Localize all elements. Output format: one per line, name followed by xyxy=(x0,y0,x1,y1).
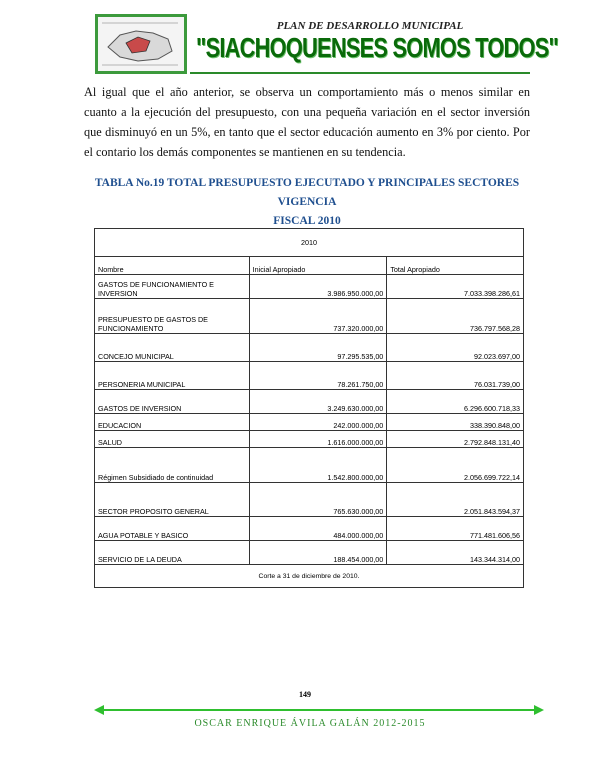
row-total: 771.481.606,56 xyxy=(387,517,524,541)
row-name: GASTOS DE FUNCIONAMIENTO E INVERSION xyxy=(95,275,250,299)
row-initial: 3.249.630.000,00 xyxy=(249,390,387,414)
row-total: 143.344.314,00 xyxy=(387,541,524,565)
row-total: 92.023.697,00 xyxy=(387,334,524,362)
table-footnote: Corte a 31 de diciembre de 2010. xyxy=(95,565,524,588)
table-title-line-1: TABLA No.19 TOTAL PRESUPUESTO EJECUTADO Y PRINCIPALES SECTORES VIGENCIA xyxy=(94,177,520,208)
row-initial: 78.261.750,00 xyxy=(249,362,387,390)
year-cell: 2010 xyxy=(95,229,524,257)
table-row xyxy=(95,448,524,483)
row-initial: 1.616.000.000,00 xyxy=(249,431,387,448)
intro-paragraph: Al igual que el año anterior, se observa un comportamiento más o menos similar en cuanto a la ejecución del presupuesto, con una pequeña variación en el sector inversión que disminuyó en un 5%, en tanto que el sector educación aumento en 3% por ciento. Por el contario los demás componentes se mantienen en su tendencia. xyxy=(84,85,530,159)
footer-author: OSCAR ENRIQUE ÁVILA GALÁN 2012-2015 xyxy=(194,718,426,729)
row-initial: 242.000.000,00 xyxy=(249,414,387,431)
row-total: 76.031.739,00 xyxy=(387,362,524,390)
header-title: "SIACHOQUENSES SOMOS TODOS" xyxy=(196,32,559,63)
row-total: 2.051.843.594,37 xyxy=(387,483,524,517)
row-name: EDUCACION xyxy=(95,414,250,431)
row-name: PERSONERIA MUNICIPAL xyxy=(95,362,250,390)
header-name: Nombre xyxy=(95,257,250,275)
row-total: 2.056.699.722,14 xyxy=(387,448,524,483)
row-name: AGUA POTABLE Y BASICO xyxy=(95,517,250,541)
table-row xyxy=(95,334,524,362)
row-name: GASTOS DE INVERSION xyxy=(95,390,250,414)
table-row xyxy=(95,517,524,541)
table-footnote-row xyxy=(95,565,524,588)
table-header-row xyxy=(95,257,524,275)
row-total: 2.792.848.131,40 xyxy=(387,431,524,448)
row-initial: 484.000.000,00 xyxy=(249,517,387,541)
row-initial: 765.630.000,00 xyxy=(249,483,387,517)
table-row xyxy=(95,483,524,517)
row-initial: 97.295.535,00 xyxy=(249,334,387,362)
row-name: SERVICIO DE LA DEUDA xyxy=(95,541,250,565)
table-row xyxy=(95,541,524,565)
row-name: PRESUPUESTO DE GASTOS DE FUNCIONAMIENTO xyxy=(95,299,250,334)
table-title-line-2: FISCAL 2010 xyxy=(273,215,341,227)
municipal-map-logo xyxy=(95,14,187,74)
table-year-row xyxy=(95,229,524,257)
row-name: SECTOR PROPOSITO GENERAL xyxy=(95,483,250,517)
page-number: 149 xyxy=(299,690,311,699)
table-row xyxy=(95,299,524,334)
footer-double-arrow xyxy=(94,704,544,716)
header-initial: Inicial Apropiado xyxy=(249,257,387,275)
table-row xyxy=(95,390,524,414)
row-total: 338.390.848,00 xyxy=(387,414,524,431)
row-name: Régimen Subsidiado de continuidad xyxy=(95,448,250,483)
row-initial: 188.454.000,00 xyxy=(249,541,387,565)
header-total: Total Apropiado xyxy=(387,257,524,275)
row-initial: 3.986.950.000,00 xyxy=(249,275,387,299)
table-title xyxy=(84,174,530,231)
row-total: 6.296.600.718,33 xyxy=(387,390,524,414)
row-total: 736.797.568,28 xyxy=(387,299,524,334)
row-initial: 737.320.000,00 xyxy=(249,299,387,334)
table-row xyxy=(95,275,524,299)
row-total: 7.033.398.286,61 xyxy=(387,275,524,299)
table-row xyxy=(95,414,524,431)
row-name: SALUD xyxy=(95,431,250,448)
plan-subtitle: PLAN DE DESARROLLO MUNICIPAL xyxy=(276,20,464,32)
budget-table xyxy=(94,228,524,588)
row-name: CONCEJO MUNICIPAL xyxy=(95,334,250,362)
row-initial: 1.542.800.000,00 xyxy=(249,448,387,483)
header-divider xyxy=(190,72,530,74)
table-row xyxy=(95,431,524,448)
table-row xyxy=(95,362,524,390)
